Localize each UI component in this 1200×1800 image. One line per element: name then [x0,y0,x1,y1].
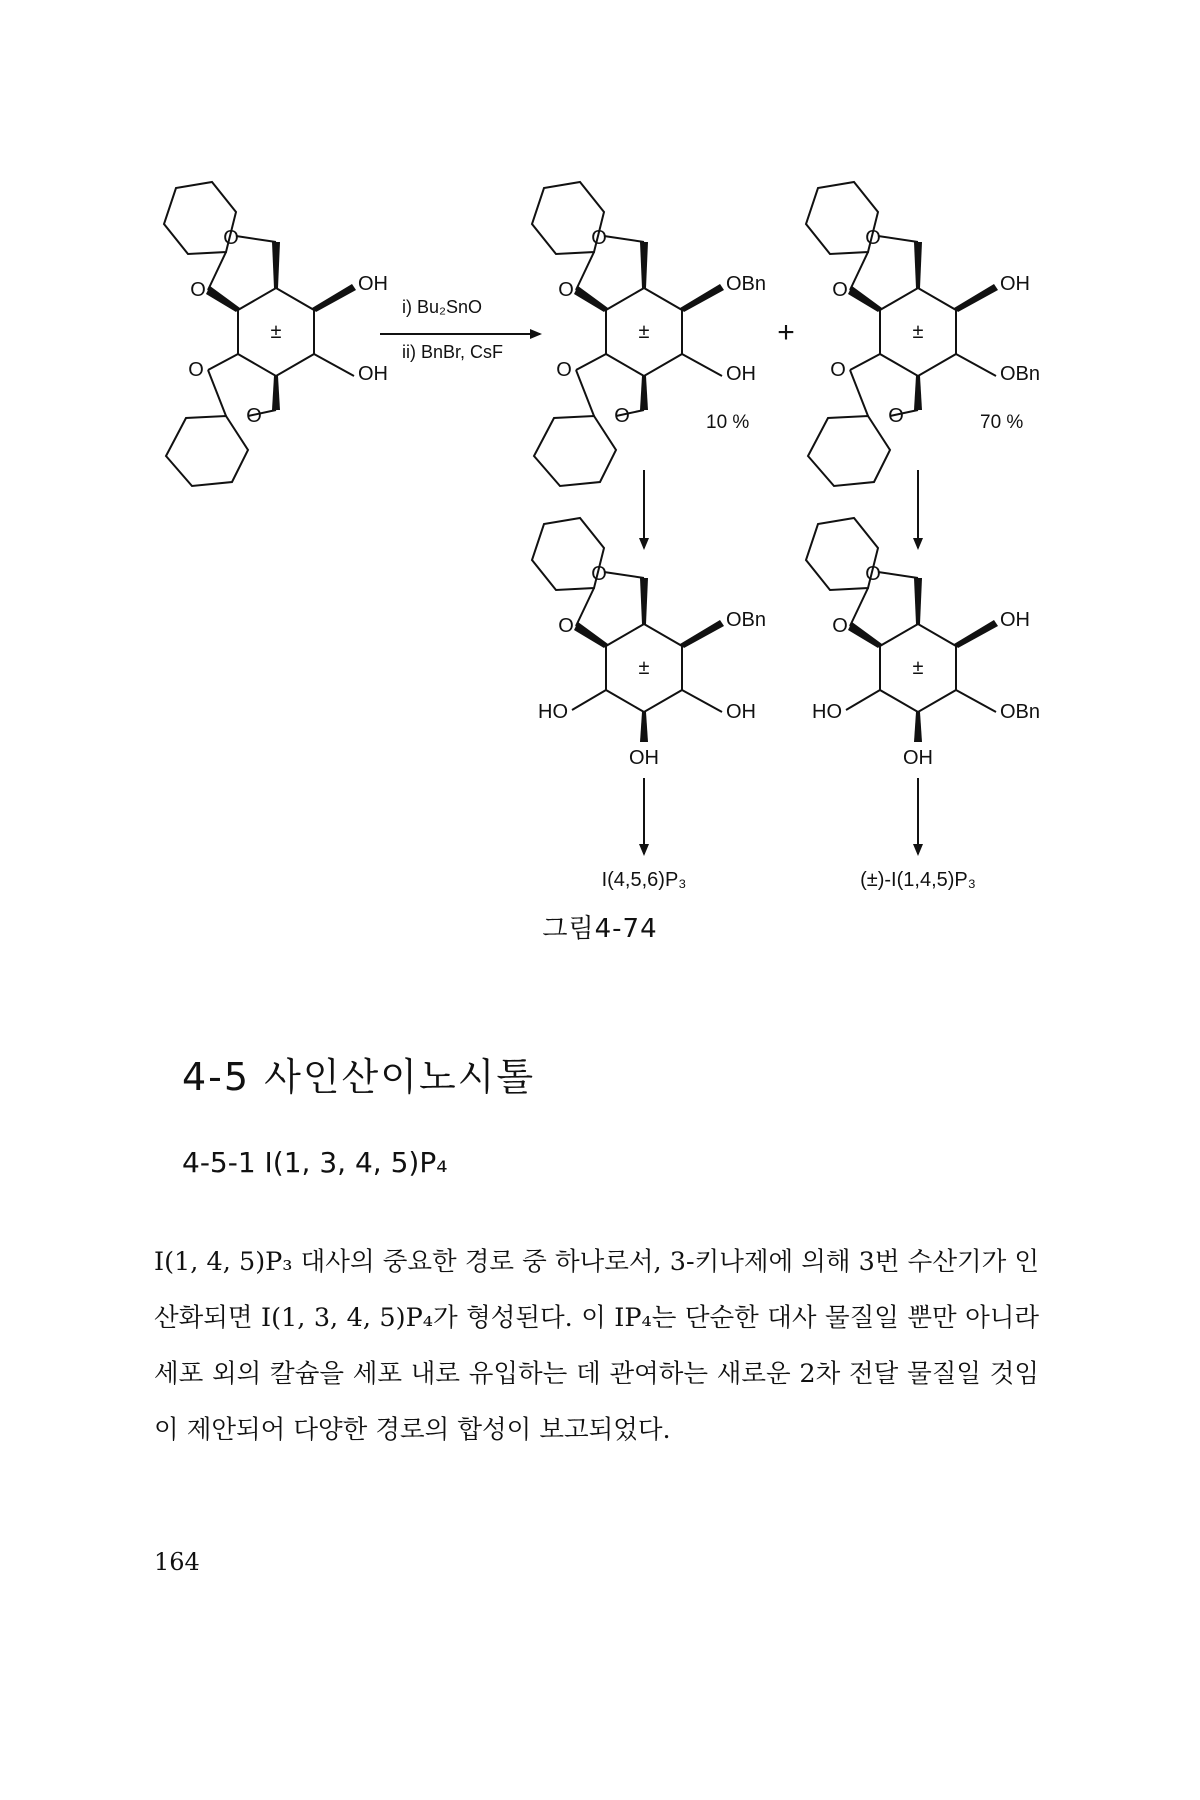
product-a-label-oh: OH [726,363,756,385]
start-label-oh2: OH [358,363,388,385]
start-label-o2: O [190,279,206,301]
product-a-yield: 10 % [706,412,750,433]
product-a-label-obn: OBn [726,273,767,295]
product-a-label-o4: O [614,405,630,427]
product-b-yield: 70 % [980,412,1024,433]
product-b-label-o3: O [830,359,846,381]
intermediate-b-racemic-mark: ± [912,657,924,679]
body-paragraph: I(1, 4, 5)P₃ 대사의 중요한 경로 중 하나로서, 3-키나제에 의해 3번 수산기가 인산화되면 I(1, 3, 4, 5)P₄가 형성된다. 이 IP₄는 단순한 대사 물질일 뿐만 아니라 세포 외의 칼슘을 세포 내로 유입하는 데 관여하는 새로운 2차 전달 물질일 것임이 제안되어 다양한 경로의 합성이 보고되었다. [154,1247,1039,1445]
intermediate-b-label-o2: O [832,615,848,637]
plus-sign: + [777,316,795,349]
intermediate-a-label-obn: OBn [726,609,767,631]
intermediate-a-label-o2: O [558,615,574,637]
reagent-step-2: ii) BnBr, CsF [402,342,504,362]
intermediate-a-label-oh1: OH [726,701,756,723]
page-number: 164 [154,1548,200,1576]
product-b [806,182,1040,486]
reaction-arrow [380,297,540,362]
final-product-a: I(4,5,6)P₃ [601,869,687,891]
intermediate-a-label-o1: O [591,563,607,585]
intermediate-a-racemic-mark: ± [638,657,650,679]
starting-material [164,182,388,486]
figure-caption: 그림4-74 [542,914,658,944]
intermediate-b-label-o1: O [865,563,881,585]
product-a-label-o1: O [591,227,607,249]
intermediate-a-label-ho: HO [538,701,568,723]
final-product-b: (±)-I(1,4,5)P₃ [860,869,976,891]
product-b-racemic-mark: ± [912,321,924,343]
start-label-o4: O [246,405,262,427]
product-a-racemic-mark: ± [638,321,650,343]
reagent-step-1: i) Bu₂SnO [402,297,483,317]
product-b-label-o2: O [832,279,848,301]
product-b-label-o1: O [865,227,881,249]
start-label-o1: O [223,227,239,249]
product-b-label-obn: OBn [1000,363,1041,385]
intermediate-b [806,518,1040,769]
start-label-oh1: OH [358,273,388,295]
start-racemic-mark: ± [270,321,282,343]
start-label-o3: O [188,359,204,381]
intermediate-b-label-oh2: OH [903,747,933,769]
product-b-label-oh: OH [1000,273,1030,295]
section-title: 4-5 사인산이노시톨 [182,1055,536,1099]
product-a-label-o3: O [556,359,572,381]
intermediate-a [532,518,766,769]
product-b-label-o4: O [888,405,904,427]
intermediate-a-label-oh2: OH [629,747,659,769]
intermediate-b-label-obn: OBn [1000,701,1041,723]
subsection-title: 4-5-1 I(1, 3, 4, 5)P₄ [182,1146,448,1179]
product-a [532,182,766,486]
intermediate-b-label-ho: HO [812,701,842,723]
product-a-label-o2: O [558,279,574,301]
intermediate-b-label-oh1: OH [1000,609,1030,631]
